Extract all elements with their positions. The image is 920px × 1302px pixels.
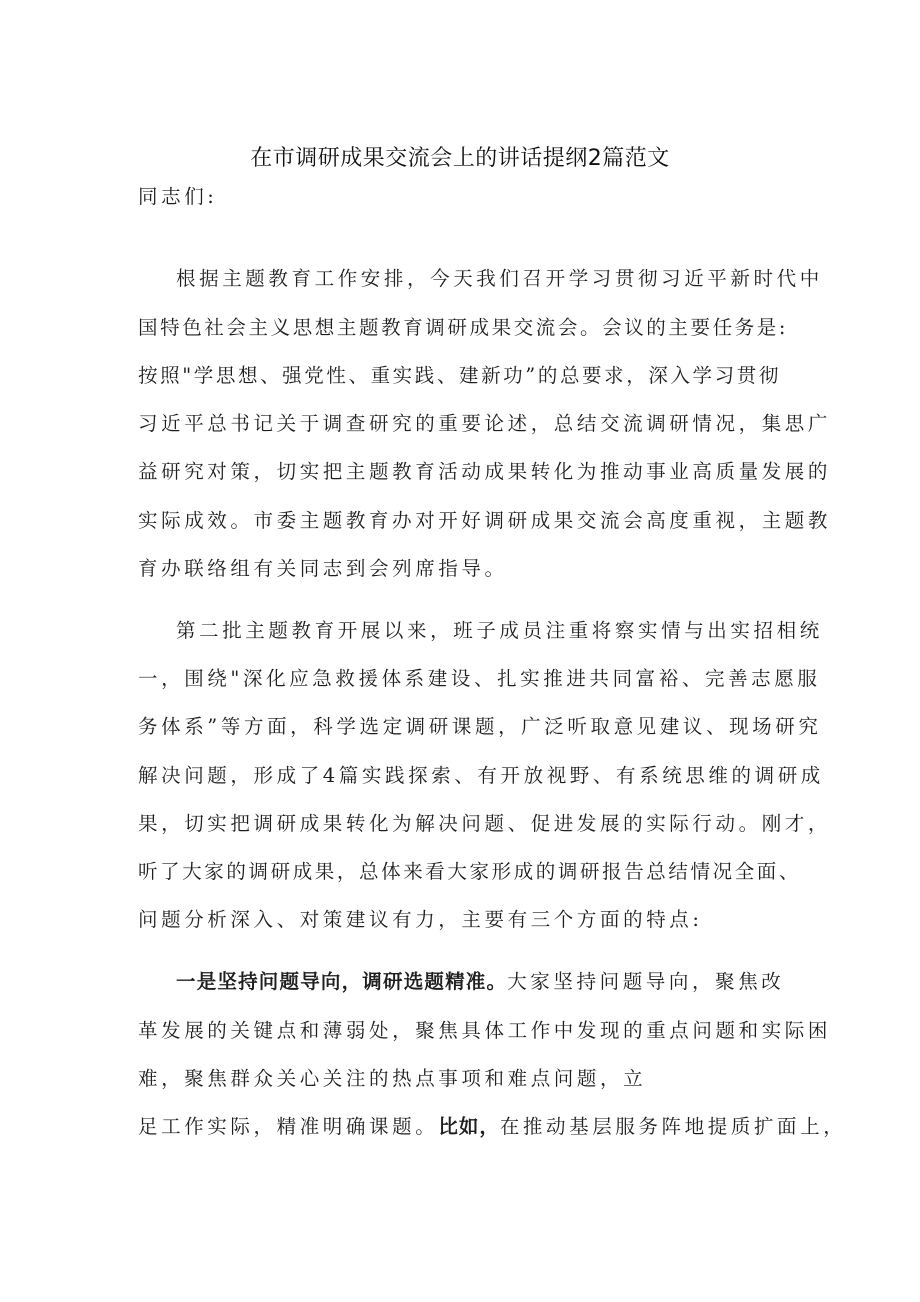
paragraph-line: 育办联络组有关同志到会列席指导。 bbox=[138, 557, 508, 580]
document-title: 在市调研成果交流会上的讲话提纲2篇范文 bbox=[250, 146, 670, 171]
paragraph-line: 根据主题教育工作安排，今天我们召开学习贯彻习近平新时代中 bbox=[176, 267, 823, 290]
paragraph-line: 一，围绕"深化应急救援体系建设、扎实推进共同富裕、完善志愿服 bbox=[138, 667, 821, 690]
salutation: 同志们: bbox=[138, 185, 218, 208]
paragraph-line: 问题分析深入、对策建议有力，主要有三个方面的特点: bbox=[138, 908, 703, 931]
line-text: 在推动基层服务阵地提质扩面上， bbox=[499, 1115, 847, 1138]
paragraph-line: 按照"学思想、强党性、重实践、建新功”的总要求，深入学习贯彻 bbox=[138, 364, 781, 387]
paragraph-line: 听了大家的调研成果，总体来看大家形成的调研报告总结情况全面、 bbox=[138, 860, 802, 883]
paragraph-line: 务体系”等方面，科学选定调研课题，广泛听取意见建议、现场研究 bbox=[138, 715, 822, 738]
paragraph-line: 实际成效。市委主题教育办对开好调研成果交流会高度重视，主题教 bbox=[138, 509, 832, 532]
paragraph-line: 果，切实把调研成果转化为解决问题、促进发展的实际行动。刚才， bbox=[138, 812, 832, 835]
paragraph-line: 益研究对策，切实把主题教育活动成果转化为推动事业高质量发展的 bbox=[138, 460, 832, 483]
line-text: 足工作实际，精准明确课题。 bbox=[138, 1115, 439, 1138]
example-marker: 比如， bbox=[438, 1115, 500, 1138]
paragraph-line: 第二批主题教育开展以来，班子成员注重将察实情与出实招相统 bbox=[176, 619, 823, 642]
paragraph-line bbox=[138, 1113, 846, 1141]
paragraph-line: 难，聚焦群众关心关注的热点事项和难点问题，立 bbox=[138, 1067, 647, 1090]
paragraph-line: 国特色社会主义思想主题教育调研成果交流会。会议的主要任务是: bbox=[138, 316, 789, 339]
point-heading: 一是坚持问题导向，调研选题精准。 bbox=[176, 970, 508, 993]
point-text: 大家坚持问题导向，聚焦改 bbox=[507, 970, 785, 993]
paragraph-line: 习近平总书记关于调查研究的重要论述，总结交流调研情况，集思广 bbox=[138, 412, 832, 435]
paragraph-line: 革发展的关键点和薄弱处，聚焦具体工作中发现的重点问题和实际困 bbox=[138, 1019, 832, 1042]
paragraph-line bbox=[176, 968, 784, 996]
paragraph-line: 解决问题，形成了4篇实践探索、有开放视野、有系统思维的调研成 bbox=[138, 764, 824, 787]
